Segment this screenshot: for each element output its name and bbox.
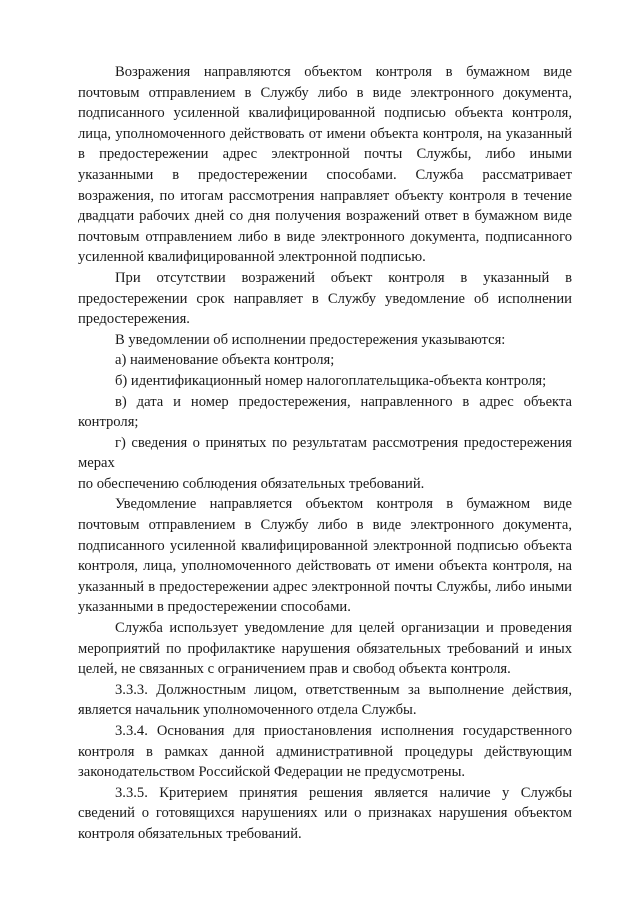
document-page (78, 62, 572, 845)
list-item-d-continuation: по обеспечению соблюдения обязательных требований. (78, 475, 425, 492)
paragraph-no-objections: При отсутствии возражений объект контроля в указанный в предостережении срок направляет в Службу уведомление об исполнении предостережения. (78, 269, 572, 328)
list-item-a: а) наименование объекта контроля; (115, 352, 335, 369)
paragraph-3-3-4: 3.3.4. Основания для приостановления исполнения государственного контроля в рамках данной административной процедуры действующим законодательством Российской Федерации не предусмотрены. (78, 723, 572, 781)
paragraph-3-3-3: 3.3.3. Должностным лицом, ответственным за выполнение действия, является начальник уполномоченного отдела Службы. (78, 681, 572, 719)
list-item-c: в) дата и номер предостережения, направленного в адрес объекта контроля; (78, 393, 572, 431)
paragraph-notice-usage: Служба использует уведомление для целей организации и проведения мероприятий по профилактике нарушения обязательных требований и иных целей, не связанных с ограничением прав и свобод объекта контроля. (78, 620, 572, 678)
paragraph-notice-contents: В уведомлении об исполнении предостережения указываются: (115, 331, 506, 348)
list-item-b: б) идентификационный номер налогоплательщика-объекта контроля; (115, 372, 547, 389)
list-item-d: г) сведения о принятых по результатам рассмотрения предостережения мерах (78, 434, 572, 472)
paragraph-notice-sending: Уведомление направляется объектом контроля в бумажном виде почтовым отправлением в Службу либо в виде электронного документа, подписанного усиленной квалифицированной электронной подписью объекта контроля, лица, уполномоченного действовать от имени объекта контроля, на указанный в предостережении адрес электронной почты Службы, либо иными указанными в предостережении способами. (78, 496, 572, 616)
paragraph-3-3-5: 3.3.5. Критерием принятия решения является наличие у Службы сведений о готовящихся нарушениях или о признаках нарушения объектом контроля обязательных требований. (78, 784, 572, 842)
paragraph-objections: Возражения направляются объектом контроля в бумажном виде почтовым отправлением в Службу либо в виде электронного документа, подписанного усиленной квалифицированной подписью объекта контроля, лица, уполномоченного действовать от имени объекта контроля, на указанный в предостережении адрес электронной почты Службы, либо иными указанными в предостережении способами. Служба рассматривает возражения, по итогам рассмотрения направляет объекту контроля в течение двадцати рабочих дней со дня получения возражений ответ в бумажном виде почтовым отправлением либо в виде электронного документа, подписанного усиленной квалифицированной электронной подписью. (78, 64, 572, 266)
